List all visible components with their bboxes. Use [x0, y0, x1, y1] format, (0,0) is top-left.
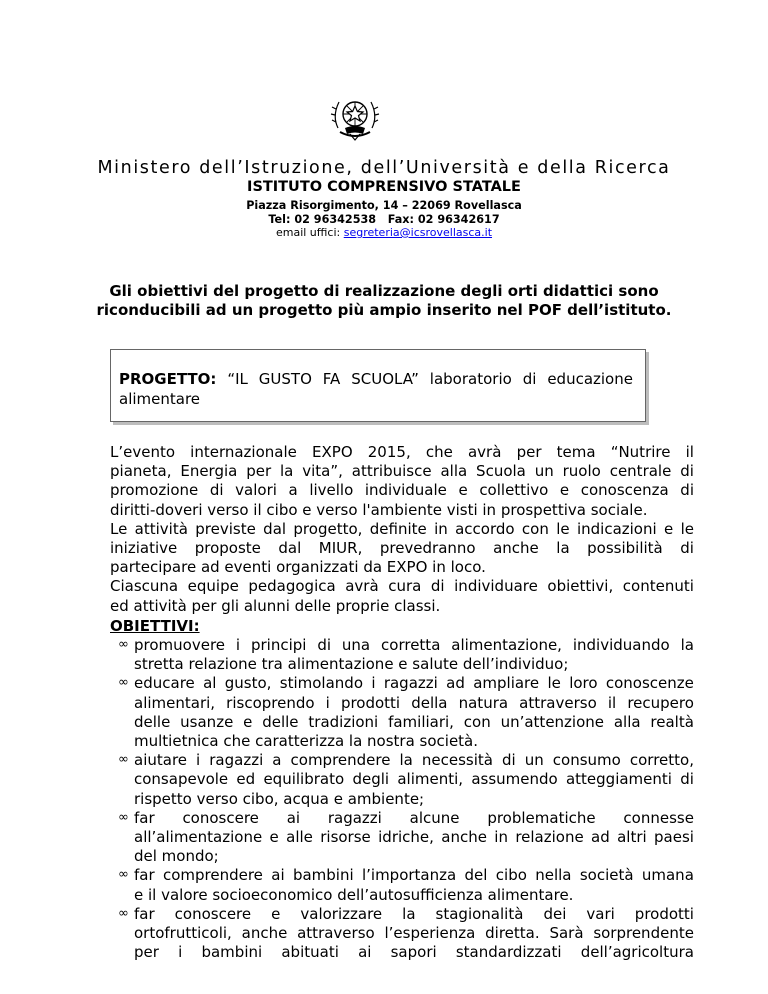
bullet-icon: ∞ — [118, 867, 129, 883]
word: far — [134, 866, 155, 885]
document-heading — [0, 282, 768, 320]
word: in — [494, 828, 508, 846]
word: che — [425, 443, 453, 461]
word: e — [269, 828, 279, 846]
heading-line-2: riconducibili ad un progetto più ampio inserito nel POF dell’istituto. — [96, 301, 672, 319]
objective-line — [134, 694, 694, 713]
objective-line: multietnica che caratterizza la nostra società. — [134, 732, 479, 750]
word: al — [203, 674, 217, 693]
word: diretta. — [485, 924, 540, 942]
word: della — [411, 693, 448, 712]
word: individuale — [364, 481, 447, 500]
word: standardizzati — [455, 943, 562, 962]
project-word: “IL — [227, 370, 248, 388]
word: ortofrutticoli, — [134, 924, 232, 942]
word: di — [317, 636, 332, 654]
word: connesse — [623, 808, 694, 827]
word: le — [556, 519, 570, 538]
word: l’importanza — [361, 866, 457, 885]
word: alimenti, — [397, 770, 464, 789]
word: a — [272, 751, 282, 770]
word: loro — [569, 674, 598, 693]
word: alimentazione, — [451, 636, 562, 654]
word: necessità — [421, 751, 493, 770]
objectives-title: OBIETTIVI: — [110, 617, 200, 635]
word: familiari, — [388, 712, 454, 731]
word: di — [680, 539, 694, 557]
word: progetto, — [293, 519, 363, 538]
intro-line — [110, 462, 694, 481]
intro-line: partecipare ad eventi organizzati da EXPO in loco. — [110, 558, 486, 577]
word: centrale — [609, 462, 672, 481]
word: corretto, — [629, 751, 694, 770]
objective-line — [134, 770, 694, 789]
word: ad — [446, 674, 465, 693]
word: comprendere — [290, 751, 391, 770]
word: attraverso — [519, 693, 597, 712]
word: natura — [458, 693, 509, 712]
word: e — [243, 712, 253, 731]
word: all’alimentazione — [134, 828, 263, 846]
word: anche — [441, 828, 487, 846]
word: delle — [134, 712, 171, 731]
word: pianeta, — [110, 462, 172, 481]
word: idriche, — [378, 828, 434, 846]
word: dal — [263, 519, 287, 538]
word: prevedranno — [379, 539, 476, 557]
word: e — [559, 481, 570, 500]
word: consumo — [552, 751, 621, 770]
republic-emblem-icon — [330, 88, 380, 148]
word: la — [399, 751, 413, 770]
bullet-icon: ∞ — [118, 752, 129, 768]
word: consapevole — [134, 770, 229, 789]
word: livello — [309, 481, 354, 500]
word: l’esperienza — [384, 924, 476, 942]
bullet-icon: ∞ — [118, 675, 129, 691]
school-phone: Tel: 02 96342538 Fax: 02 96342617 — [268, 213, 500, 226]
word: ruolo — [562, 462, 601, 481]
objective-line — [134, 751, 694, 770]
word: dal — [278, 539, 302, 557]
word: principi — [250, 636, 307, 654]
word: con — [521, 519, 549, 538]
word: stagionalità — [435, 904, 524, 923]
word: collettivo — [479, 481, 549, 500]
word: avrà — [467, 443, 502, 461]
word: proposte — [194, 539, 261, 557]
word: di — [680, 462, 694, 481]
word: ragazzi — [383, 674, 438, 693]
word: anche — [493, 539, 539, 557]
bullet-icon: ∞ — [118, 905, 129, 921]
objective-line — [134, 866, 694, 885]
word: la — [680, 636, 694, 654]
word: sapori — [390, 943, 437, 962]
word: promuovere — [134, 636, 226, 654]
word: valorizzare — [300, 904, 383, 923]
word: “Nutrire — [610, 443, 671, 461]
project-word: di — [522, 370, 537, 388]
word: ad — [591, 828, 610, 846]
word: in — [434, 519, 448, 538]
intro-line — [110, 520, 694, 539]
intro-line — [110, 577, 694, 596]
word: ai — [271, 866, 285, 885]
word: le — [680, 519, 694, 538]
intro-line — [110, 481, 694, 500]
project-title-line — [119, 369, 633, 389]
word: di — [502, 751, 516, 770]
project-box — [110, 349, 646, 422]
heading-line-1: Gli obiettivi del progetto di realizzazione degli orti didattici sono — [109, 282, 659, 300]
word: attraverso — [297, 924, 375, 942]
word: MIUR, — [318, 539, 363, 557]
bullet-icon: ∞ — [118, 809, 129, 825]
project-word: GUSTO — [258, 370, 312, 388]
word: vita”, — [302, 462, 343, 481]
word: per — [246, 462, 272, 481]
word: bambini — [292, 866, 354, 885]
word: dell’agricoltura — [580, 943, 694, 962]
word: di — [680, 481, 694, 500]
word: stimolando — [279, 674, 363, 693]
word: individuare — [454, 577, 538, 596]
project-word: SCUOLA” — [351, 370, 419, 388]
word: nella — [535, 866, 572, 885]
word: paesi — [654, 828, 694, 846]
word: atteggiamenti — [565, 770, 672, 789]
word: Sarà — [549, 924, 584, 942]
word: iniziative — [110, 539, 178, 557]
word: il — [607, 693, 617, 712]
word: altri — [617, 828, 647, 846]
project-word: educazione — [547, 370, 633, 388]
objective-line — [134, 905, 694, 924]
word: corretta — [381, 636, 441, 654]
word: bambini — [201, 943, 263, 962]
word: la — [280, 462, 294, 481]
word: sorprendente — [593, 924, 694, 942]
word: le — [547, 674, 561, 693]
word: educare — [134, 674, 195, 693]
word: alla — [613, 712, 641, 731]
word: e — [458, 481, 468, 500]
word: Scuola — [476, 462, 526, 481]
word: EXPO — [312, 443, 353, 461]
word: la — [402, 904, 416, 923]
word: prodotti — [634, 904, 694, 923]
word: cura — [388, 577, 422, 596]
word: società — [579, 866, 634, 885]
word: attività — [134, 519, 188, 538]
word: conoscenza — [580, 481, 669, 500]
word: contenuti — [622, 577, 694, 596]
word: equipe — [187, 577, 239, 596]
word: assumendo — [471, 770, 558, 789]
intro-line: ed attività per gli alunni delle proprie classi. — [110, 596, 441, 615]
word: 2015, — [367, 443, 411, 461]
word: risorse — [320, 828, 371, 846]
word: umana — [641, 866, 694, 885]
objective-line: rispetto verso cibo, acqua e ambiente; — [134, 789, 425, 808]
objective-line — [134, 713, 694, 732]
word: con — [463, 712, 491, 731]
word: L’evento — [110, 443, 176, 461]
word: a — [288, 481, 298, 500]
word: il — [685, 443, 694, 461]
word: riscoprendo — [226, 693, 315, 712]
word: Ciascuna — [110, 577, 179, 596]
word: far — [134, 904, 155, 923]
project-title-line-2: alimentare — [119, 390, 201, 408]
word: attribuisce — [351, 462, 432, 481]
school-address: Piazza Risorgimento, 14 – 22069 Rovellasca — [246, 199, 522, 212]
bullet-icon: ∞ — [118, 637, 129, 652]
word: comprendere — [162, 866, 263, 885]
word: internazionale — [190, 443, 297, 461]
project-label: PROGETTO: — [119, 370, 217, 388]
word: promozione — [110, 481, 199, 500]
email-label: email uffici: — [275, 226, 344, 239]
objective-line — [134, 809, 694, 828]
word: e — [664, 519, 674, 538]
word: accordo — [455, 519, 515, 538]
word: di — [430, 577, 445, 596]
word: relazione — [515, 828, 584, 846]
word: definite — [369, 519, 427, 538]
word: un’attenzione — [500, 712, 605, 731]
word: di — [209, 481, 224, 500]
word: problematiche — [487, 808, 596, 827]
word: usanze — [180, 712, 234, 731]
word: ragazzi — [209, 751, 264, 770]
word: avrà — [345, 577, 379, 596]
word: vari — [586, 904, 615, 923]
word: alcune — [409, 808, 460, 827]
word: conoscere — [174, 904, 252, 923]
word: e — [271, 904, 281, 923]
word: recupero — [627, 693, 694, 712]
word: un — [534, 462, 554, 481]
word: cibo — [495, 866, 527, 885]
objective-line — [134, 828, 694, 847]
word: la — [556, 539, 570, 557]
word: ai — [358, 943, 372, 962]
word: i — [325, 693, 330, 712]
word: tema — [556, 443, 596, 461]
word: per — [516, 443, 542, 461]
objective-line — [134, 674, 694, 693]
word: un — [524, 751, 544, 770]
intro-line — [110, 443, 694, 462]
word: prodotti — [340, 693, 401, 712]
word: alla — [440, 462, 468, 481]
word: ed — [236, 770, 256, 789]
word: alimentari, — [134, 693, 216, 712]
word: indicazioni — [576, 519, 657, 538]
intro-line — [110, 539, 694, 558]
objective-line: del mondo; — [134, 847, 219, 866]
objective-line: stretta relazione tra alimentazione e salute dell’individuo; — [134, 655, 569, 674]
objective-line — [134, 924, 694, 943]
word: Energia — [180, 462, 238, 481]
word: i — [235, 636, 241, 654]
word: obiettivi, — [547, 577, 614, 596]
word: i — [178, 943, 183, 962]
project-word: laboratorio — [429, 370, 512, 388]
intro-line: diritti-doveri verso il cibo e verso l'ambiente visti in prospettiva sociale. — [110, 500, 648, 519]
word: i — [371, 674, 376, 693]
objective-line — [134, 943, 694, 962]
word: anche — [241, 924, 288, 942]
word: del — [464, 866, 488, 885]
word: gusto, — [224, 674, 272, 693]
word: dei — [543, 904, 567, 923]
word: i — [196, 751, 201, 770]
word: Le — [110, 519, 128, 538]
word: possibilità — [587, 539, 663, 557]
word: far — [134, 808, 155, 827]
word: una — [341, 636, 371, 654]
word: abituati — [281, 943, 339, 962]
word: equilibrato — [263, 770, 345, 789]
word: conoscere — [182, 808, 259, 827]
school-name: ISTITUTO COMPRENSIVO STATALE — [247, 179, 521, 195]
word: ragazzi — [327, 808, 382, 827]
word: di — [680, 770, 694, 789]
word: individuando — [572, 636, 670, 654]
word: delle — [262, 712, 299, 731]
objective-line — [134, 636, 694, 655]
objective-line: e il valore socioeconomico dell’autosufficienza alimentare. — [134, 885, 574, 904]
email-link[interactable]: segreteria@icsrovellasca.it — [343, 226, 493, 239]
word: degli — [352, 770, 390, 789]
word: per — [134, 943, 159, 962]
project-word: FA — [322, 370, 341, 388]
word: alle — [286, 828, 313, 846]
word: pedagogica — [248, 577, 336, 596]
word: valori — [235, 481, 277, 500]
word: tradizioni — [308, 712, 379, 731]
word: ai — [286, 808, 301, 827]
word: conoscenze — [605, 674, 694, 693]
email-line — [0, 226, 768, 239]
word: previste — [195, 519, 256, 538]
ministry-name: Ministero dell’Istruzione, dell’Università e della Ricerca — [97, 158, 671, 178]
word: realtà — [650, 712, 694, 731]
word: ampliare — [473, 674, 540, 693]
word: aiutare — [134, 751, 188, 770]
